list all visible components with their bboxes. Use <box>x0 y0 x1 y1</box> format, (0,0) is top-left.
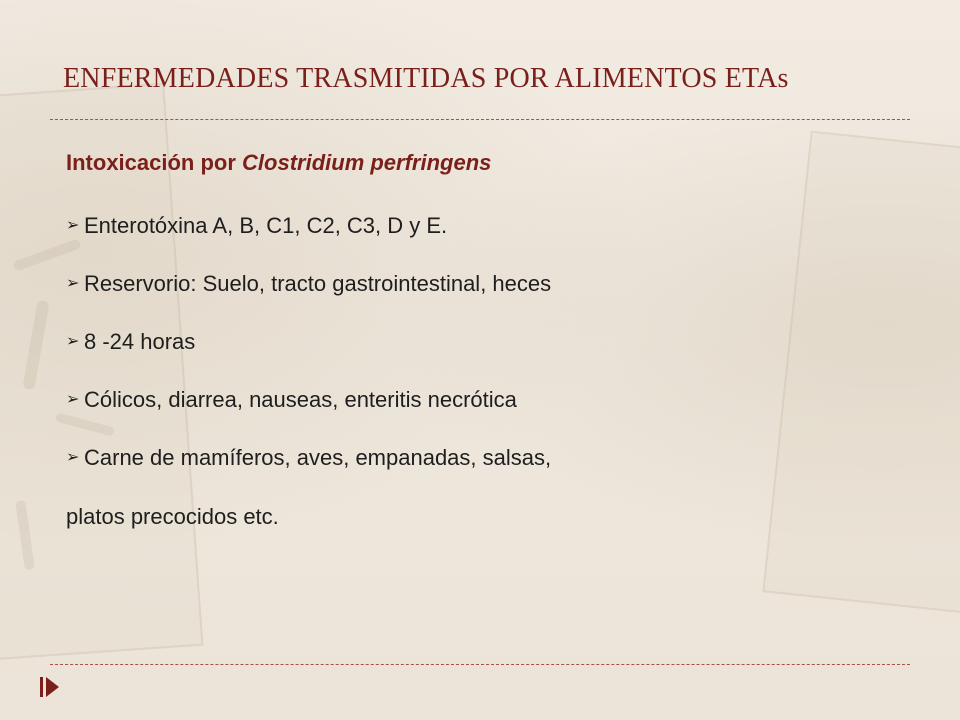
bullet-item <box>66 371 906 429</box>
arrow-bullet-icon: ➢ <box>66 275 80 292</box>
subtitle-organism: Clostridium perfringens <box>242 150 492 175</box>
subtitle-prefix: Intoxicación por <box>66 150 243 175</box>
next-slide-arrow-icon[interactable] <box>46 677 59 697</box>
bullet-text: 8 -24 horas <box>84 329 196 354</box>
bullet-item <box>66 255 906 313</box>
next-slide-bar-icon[interactable] <box>40 677 43 697</box>
arrow-bullet-icon: ➢ <box>66 217 80 234</box>
arrow-bullet-icon: ➢ <box>66 391 80 408</box>
arrow-bullet-icon: ➢ <box>66 333 80 350</box>
title-divider <box>50 119 910 120</box>
bullet-text: Carne de mamíferos, aves, empanadas, salsas, <box>84 445 552 470</box>
slide-title: ENFERMEDADES TRASMITIDAS POR ALIMENTOS ETAs <box>63 63 789 94</box>
bullet-continuation: platos precocidos etc. <box>66 504 279 529</box>
bullet-item <box>66 197 906 255</box>
bullet-text: Enterotóxina A, B, C1, C2, C3, D y E. <box>84 213 448 238</box>
arrow-bullet-icon: ➢ <box>66 449 80 466</box>
slide-subtitle <box>66 146 906 180</box>
bullet-text: Cólicos, diarrea, nauseas, enteritis necrótica <box>84 387 517 412</box>
slide-content <box>66 146 906 547</box>
footer-divider <box>50 664 910 665</box>
bullet-item <box>66 313 906 371</box>
bullet-text: Reservorio: Suelo, tracto gastrointestinal, heces <box>84 271 552 296</box>
bullet-item <box>66 429 906 487</box>
